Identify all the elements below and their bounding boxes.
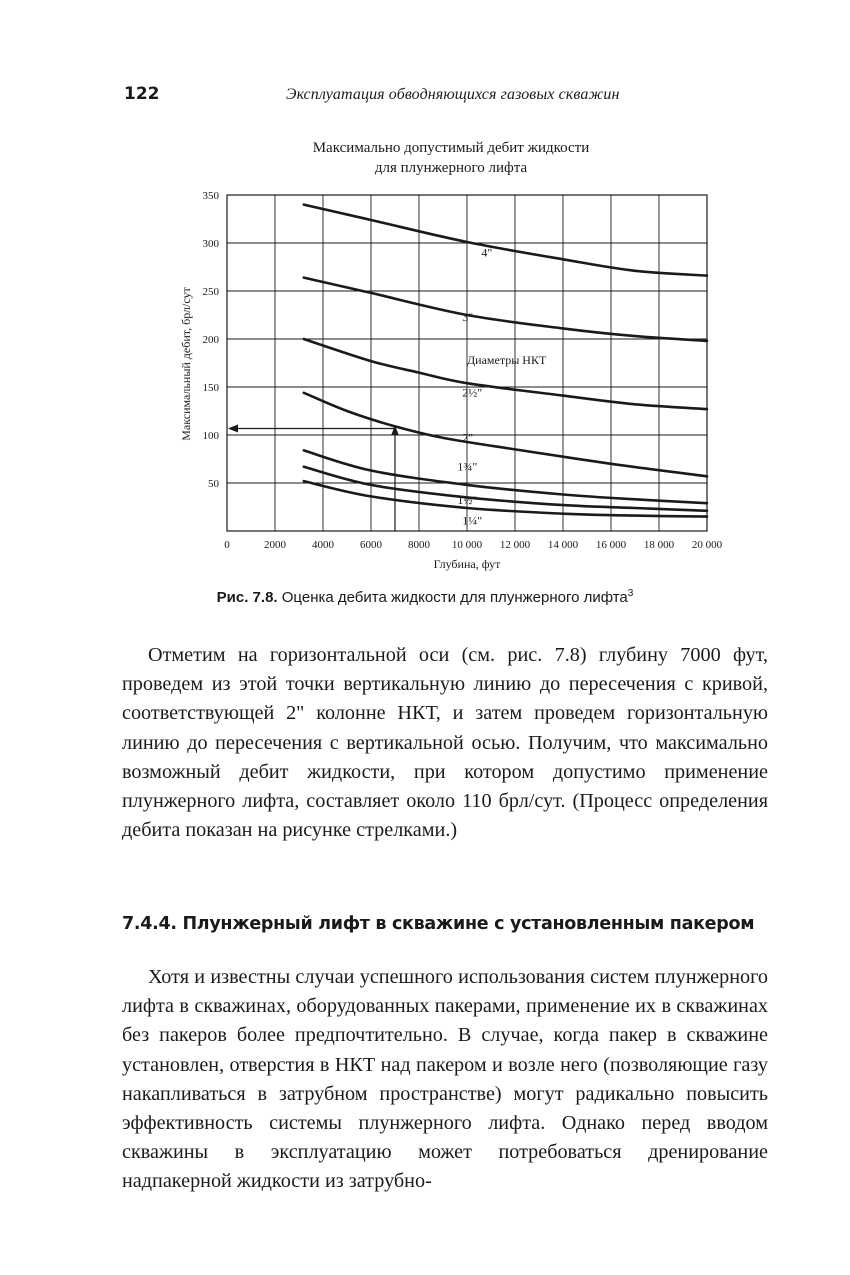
- chart-x-tick-label: 10 000: [451, 539, 483, 551]
- chart-y-axis-label: Максимальный дебит, брл/сут: [179, 287, 193, 441]
- chart-series-line-0: [304, 205, 707, 276]
- figure-caption-label: Рис. 7.8.: [216, 589, 278, 606]
- chart-title-line2: для плунжерного лифта: [374, 160, 528, 176]
- chart-y-tick-label: 350: [202, 190, 219, 202]
- chart-series-label: 1¼": [462, 513, 483, 528]
- figure-caption-footnote: 3: [627, 588, 634, 599]
- chart-x-tick-label: 20 000: [691, 539, 723, 551]
- chart-series-label: 2": [462, 430, 474, 445]
- chart-series-label: 2½": [462, 385, 483, 400]
- chart-series-line-1: [304, 278, 707, 341]
- chart-y-tick-label: 50: [208, 478, 219, 490]
- chart-x-tick-label: 18 000: [643, 539, 675, 551]
- chart-series-label: 1¾": [457, 459, 478, 474]
- chart-x-tick-label: 14 000: [547, 539, 579, 551]
- chart: [0, 0, 850, 600]
- chart-series-label: 3": [462, 309, 474, 324]
- running-title: Эксплуатация обводняющихся газовых скважин: [286, 86, 620, 103]
- body-paragraph-1: Отметим на горизонтальной оси (см. рис. 7.8) глубину 7000 фут, проведем из этой точки вертикальную линию до пересечения с кривой, соответствующей 2" колонне НКТ, и затем проведем горизонтальную линию до пересечения с вертикальной осью. Получим, что максимально возможный дебит жидкости, при котором допустимо применение плунжерного лифта, составляет около 110 брл/сут. (Процесс определения дебита показан на рисунке стрелками.): [122, 644, 768, 842]
- chart-y-tick-label: 250: [202, 286, 219, 298]
- chart-x-tick-label: 12 000: [499, 539, 531, 551]
- chart-annotation-arrows: [229, 426, 395, 531]
- chart-x-tick-label: 6000: [360, 539, 382, 551]
- chart-x-tick-label: 2000: [264, 539, 286, 551]
- chart-y-tick-label: 300: [202, 238, 219, 250]
- body-paragraph-2: Хотя и известны случаи успешного использования систем плунжерного лифта в скважинах, оборудованных пакерами, применение их в скважинах без пакеров более предпочтительно. В случае, когда пакер в скважине установлен, отверстия в НКТ над пакером и возле него (позволяющие газу накапливаться в затрубном пространстве) могут радикально повысить эффективность системы плунжерного лифта. Однако перед вводом скважины в эксплуатацию может потребоваться дренирование надпакерной жидкости из затрубно-: [122, 966, 768, 1193]
- chart-y-tick-label: 150: [202, 382, 219, 394]
- chart-x-tick-label: 4000: [312, 539, 334, 551]
- chart-title-line1: Максимально допустимый дебит жидкости: [312, 140, 590, 156]
- chart-x-axis-label: Глубина, фут: [433, 557, 501, 571]
- chart-y-tick-label: 100: [202, 430, 219, 442]
- chart-y-tick-label: 200: [202, 334, 219, 346]
- chart-series-line-2: [304, 339, 707, 409]
- chart-legend-title: Диаметры НКТ: [467, 353, 547, 367]
- chart-x-tick-label: 8000: [408, 539, 430, 551]
- chart-series-label: 4": [481, 245, 493, 260]
- figure-caption-text: Оценка дебита жидкости для плунжерного лифта: [277, 589, 628, 606]
- page-number: 122: [124, 84, 160, 104]
- chart-x-tick-label: 0: [224, 539, 230, 551]
- chart-x-tick-label: 16 000: [595, 539, 627, 551]
- section-heading: 7.4.4. Плунжерный лифт в скважине с установленным пакером: [122, 914, 755, 934]
- figure-caption: [0, 588, 850, 606]
- chart-series-label: 1½": [457, 493, 478, 508]
